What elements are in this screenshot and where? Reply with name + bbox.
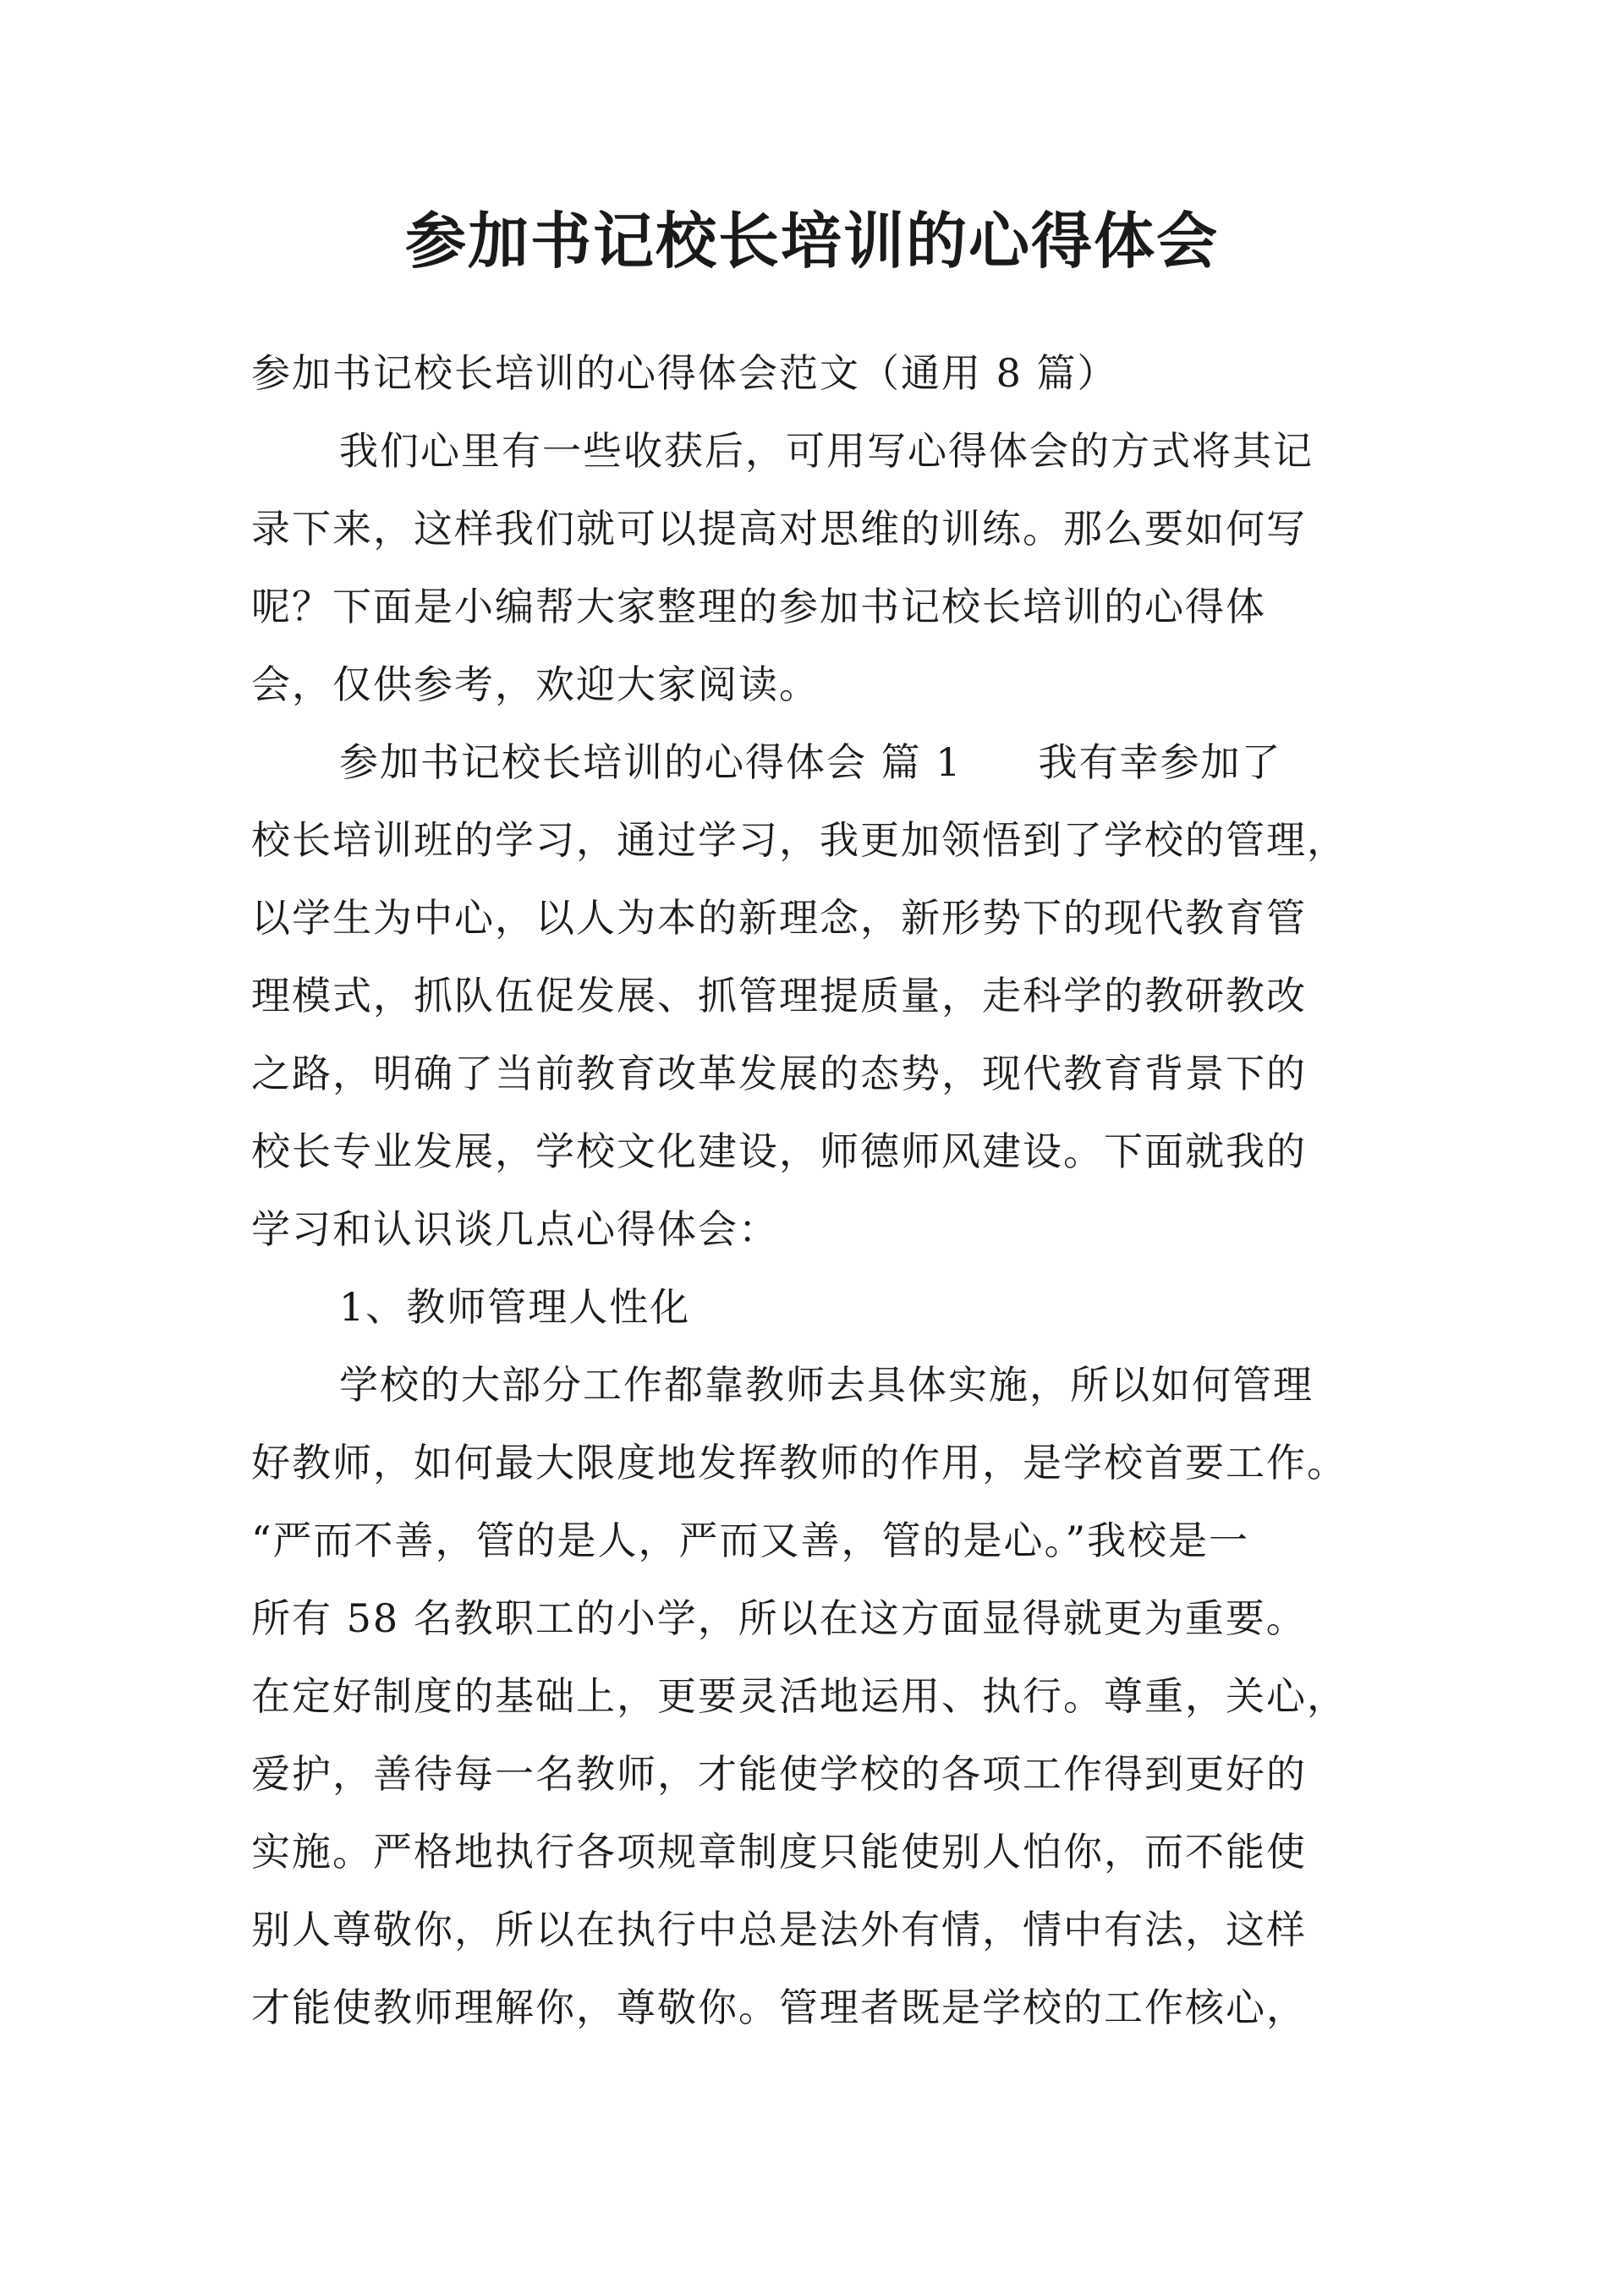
paragraph-line: 在定好制度的基础上，更要灵活地运用、执行。尊重，关心， bbox=[251, 1673, 1347, 1719]
paragraph-line: 录下来，这样我们就可以提高对思维的训练。那么要如何写 bbox=[251, 506, 1307, 552]
document-subtitle: 参加书记校长培训的心得体会范文（通用 8 篇） bbox=[251, 350, 1118, 396]
paragraph-line: “严而不善，管的是人，严而又善，管的是心。”我校是一 bbox=[251, 1518, 1250, 1563]
paragraph-line: 实施。严格地执行各项规章制度只能使别人怕你，而不能使 bbox=[251, 1829, 1307, 1875]
paragraph-line: 别人尊敬你，所以在执行中总是法外有情，情中有法，这样 bbox=[251, 1907, 1307, 1952]
subsection-heading: 1、教师管理人性化 bbox=[339, 1284, 691, 1330]
section-heading-continuation: 我有幸参加了 bbox=[1038, 739, 1282, 785]
paragraph-line: 爱护，善待每一名教师，才能使学校的各项工作得到更好的 bbox=[251, 1751, 1307, 1797]
paragraph-line: 呢？下面是小编帮大家整理的参加书记校长培训的心得体 bbox=[251, 584, 1266, 629]
paragraph-line: 校长专业发展，学校文化建设，师德师风建设。下面就我的 bbox=[251, 1128, 1307, 1174]
paragraph-line: 我们心里有一些收获后，可用写心得体会的方式将其记 bbox=[339, 428, 1314, 474]
paragraph-line: 好教师，如何最大限度地发挥教师的作用，是学校首要工作。 bbox=[251, 1440, 1347, 1485]
paragraph-line: 之路，明确了当前教育改革发展的态势，现代教育背景下的 bbox=[251, 1051, 1307, 1096]
paragraph-line: 会，仅供参考，欢迎大家阅读。 bbox=[251, 662, 820, 707]
paragraph-line: 以学生为中心，以人为本的新理念，新形势下的现代教育管 bbox=[251, 895, 1307, 941]
paragraph-line: 所有 58 名教职工的小学，所以在这方面显得就更为重要。 bbox=[251, 1595, 1307, 1641]
paragraph-line: 才能使教师理解你，尊敬你。管理者既是学校的工作核心， bbox=[251, 1985, 1307, 2030]
section-heading: 参加书记校长培训的心得体会 篇 1 bbox=[339, 739, 963, 785]
document-body bbox=[251, 334, 1385, 2046]
paragraph-line: 学习和认识谈几点心得体会： bbox=[251, 1206, 779, 1252]
section-heading-line bbox=[251, 723, 1385, 801]
paragraph-line: 校长培训班的学习，通过学习，我更加领悟到了学校的管理， bbox=[251, 817, 1347, 863]
document-title: 参加书记校长培训的心得体会 bbox=[404, 206, 1219, 277]
paragraph-line: 学校的大部分工作都靠教师去具体实施，所以如何管理 bbox=[339, 1362, 1314, 1408]
paragraph-line: 理模式，抓队伍促发展、抓管理提质量，走科学的教研教改 bbox=[251, 973, 1307, 1018]
